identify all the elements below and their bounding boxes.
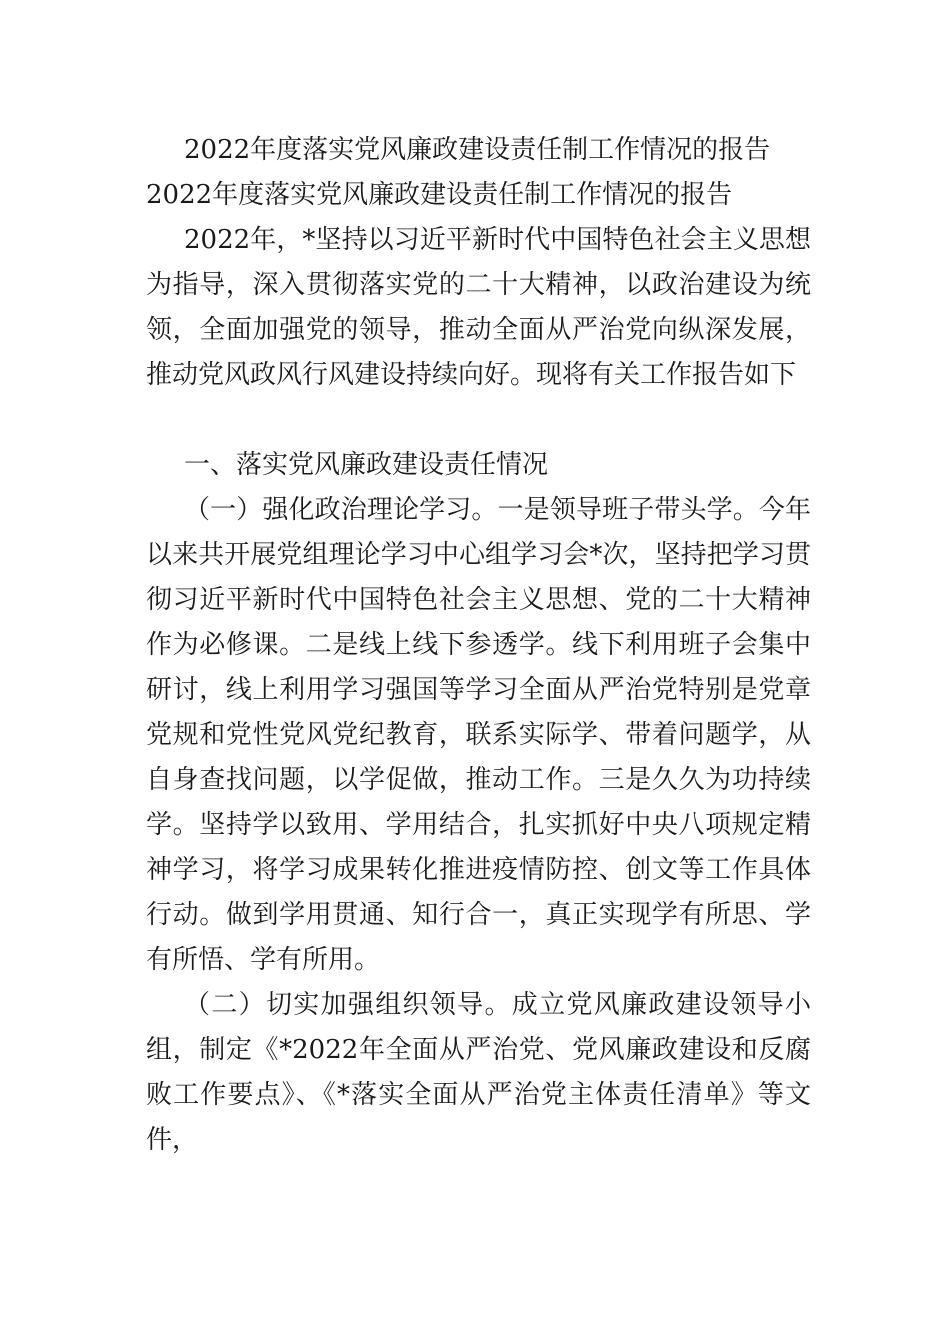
document-body [146,128,811,1163]
body-paragraph-leadership: （二）切实加强组织领导。成立党风廉政建设领导小组，制定《*2022年全面从严治党、党风廉政建设和反腐败工作要点》、《*落实全面从严治党主体责任清单》等文件， [146,990,811,1155]
paragraph-spacer [146,398,811,443]
intro-paragraph: 2022年，*坚持以习近平新时代中国特色社会主义思想为指导，深入贯彻落实党的二十大精神，以政治建设为统领，全面加强党的领导，推动全面从严治党向纵深发展，推动党风政风行风建设持续向好。现将有关工作报告如下 [146,225,811,390]
report-title: 2022年度落实党风廉政建设责任制工作情况的报告 [184,135,771,165]
section-heading: 一、落实党风廉政建设责任情况 [184,450,549,480]
report-title-repeat: 2022年度落实党风廉政建设责任制工作情况的报告 [146,180,733,210]
body-paragraph-study: （一）强化政治理论学习。一是领导班子带头学。今年以来共开展党组理论学习中心组学习会*次，坚持把学习贯彻习近平新时代中国特色社会主义思想、党的二十大精神作为必修课。二是线上线下参透学。线下利用班子会集中研讨，线上利用学习强国等学习全面从严治党特别是党章党规和党性党风党纪教育，联系实际学、带着问题学，从自身查找问题，以学促做，推动工作。三是久久为功持续学。坚持学以致用、学用结合，扎实抓好中央八项规定精神学习，将学习成果转化推进疫情防控、创文等工作具体行动。做到学用贯通、知行合一，真正实现学有所思、学有所悟、学有所用。 [146,495,811,975]
